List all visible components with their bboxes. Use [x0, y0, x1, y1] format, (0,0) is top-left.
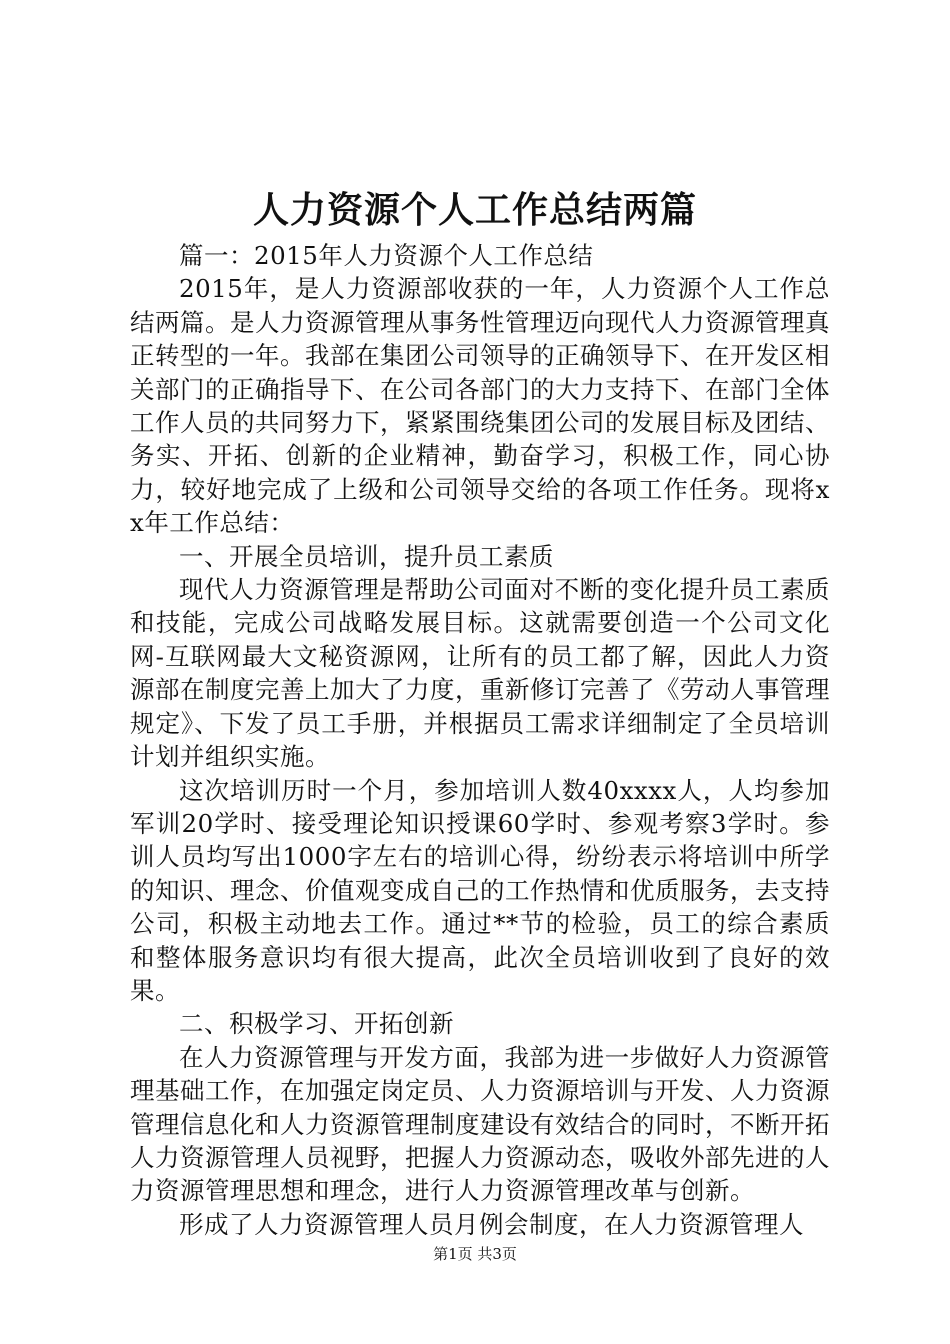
section-heading: 二、积极学习、开拓创新	[179, 1009, 454, 1039]
body-paragraph: 这次培训历时一个月，参加培训人数40xxxx人，人均参加军训20学时、接受理论知识授课60学时、参观考察3学时。参训人员均写出1000字左右的培训心得，纷纷表示将培训中所学的知识、理念、价值观变成自己的工作热情和优质服务，去支持公司，积极主动地去工作。通过**节的检验，员工的综合素质和整体服务意识均有很大提高，此次全员培训收到了良好的效果。	[130, 775, 830, 1005]
body-paragraph: 在人力资源管理与开发方面，我部为进一步做好人力资源管理基础工作，在加强定岗定员、人力资源培训与开发、人力资源管理信息化和人力资源管理制度建设有效结合的同时，不断开拓人力资源管理人员视野，把握人力资源动态，吸收外部先进的人力资源管理思想和理念，进行人力资源管理改革与创新。	[130, 1042, 830, 1206]
page-footer: 第1页 共3页	[433, 1245, 517, 1263]
document-title: 人力资源个人工作总结两篇	[252, 189, 697, 231]
document-body	[130, 239, 830, 1241]
body-paragraph: 2015年，是人力资源部收获的一年，人力资源个人工作总结两篇。是人力资源管理从事务性管理迈向现代人力资源管理真正转型的一年。我部在集团公司领导的正确领导下、在开发区相关部门的正确指导下、在公司各部门的大力支持下、在部门全体工作人员的共同努力下，紧紧围绕集团公司的发展目标及团结、务实、开拓、创新的企业精神，勤奋学习，积极工作，同心协力，较好地完成了上级和公司领导交给的各项工作任务。现将xx年工作总结：	[130, 274, 830, 538]
section-heading: 一、开展全员培训，提升员工素质	[179, 541, 554, 571]
section-heading: 篇一：2015年人力资源个人工作总结	[179, 241, 594, 270]
body-paragraph: 现代人力资源管理是帮助公司面对不断的变化提升员工素质和技能，完成公司战略发展目标。这就需要创造一个公司文化网-互联网最大文秘资源网，让所有的员工都了解，因此人力资源部在制度完善上加大了力度，重新修订完善了《劳动人事管理规定》、下发了员工手册，并根据员工需求详细制定了全员培训计划并组织实施。	[130, 575, 830, 772]
body-paragraph: 形成了人力资源管理人员月例会制度，在人力资源管理人	[179, 1209, 804, 1239]
